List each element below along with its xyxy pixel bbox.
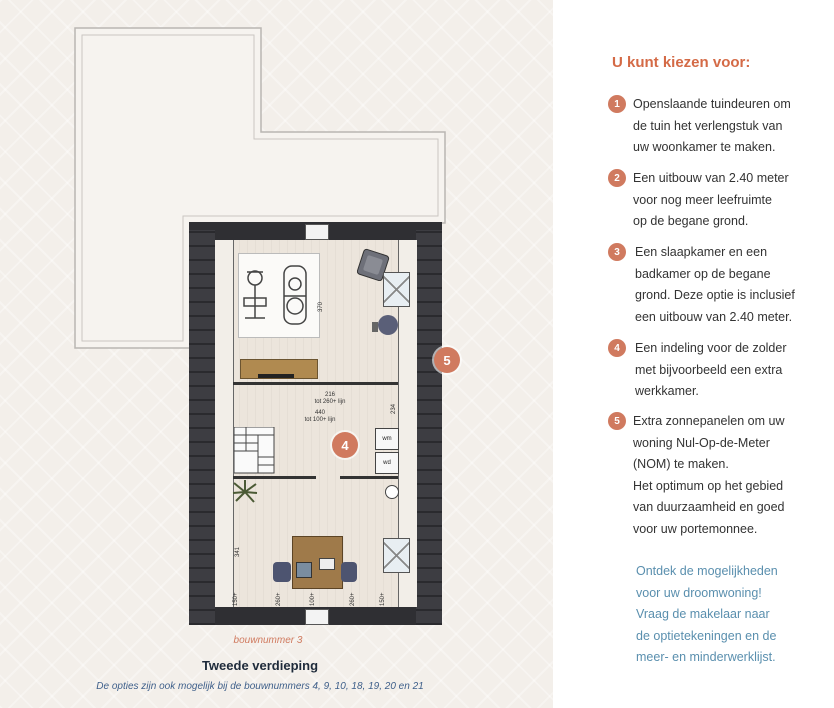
option-text: Een uitbouw van 2.40 meter voor nog meer leefruimte op de begane grond. — [633, 171, 789, 228]
fitness-equipment — [240, 258, 316, 334]
top-window — [305, 224, 329, 240]
solar-panels-right — [416, 230, 442, 625]
bottom-label-5: 150+ — [380, 592, 386, 606]
option-marker-4: 4 — [332, 432, 358, 458]
dim-370: 370 — [318, 301, 324, 312]
staircase — [234, 427, 276, 475]
skylight-bottom — [383, 538, 410, 573]
dim-341: 341 — [235, 546, 241, 557]
plant-icon — [232, 479, 258, 505]
bottom-label-3: 100+ — [310, 592, 316, 606]
option-text: Extra zonnepanelen om uw woning Nul-Op-de-Meter (NOM) te maken. Het optimum op het gebied van duurzaamheid en goed voor uw portemonnee. — [633, 414, 785, 536]
partition-wall-1 — [233, 382, 398, 385]
option-text: Openslaande tuindeuren om de tuin het verlengstuk van uw woonkamer te maken. — [633, 97, 791, 154]
skylight-top — [383, 272, 410, 307]
partition-wall-3 — [340, 476, 398, 479]
dim-216-sub: tot 260+ lijn — [314, 399, 346, 405]
floor-title: Tweede verdieping — [201, 658, 319, 673]
desk-laptop — [319, 558, 335, 570]
dryer: wd — [375, 452, 399, 474]
bouwnummers-note: De opties zijn ook mogelijk bij de bouwnummers 4, 9, 10, 18, 19, 20 en 21 — [96, 681, 424, 692]
bottom-label-1: 150+ — [233, 592, 239, 606]
desk-item — [296, 562, 312, 578]
option-number-badge: 5 — [608, 412, 626, 430]
boiler — [385, 485, 399, 499]
dim-440: 440 — [314, 410, 325, 416]
closing-text: Ontdek de mogelijkheden voor uw droomwoning! Vraag de makelaar naar de optietekeningen en de meer- en minderwerklijst. — [636, 564, 778, 664]
option-number-badge: 3 — [608, 243, 626, 261]
dim-440-sub: tot 100+ lijn — [304, 417, 336, 423]
plant-stool — [378, 315, 398, 335]
bottom-label-2: 260+ — [276, 592, 282, 606]
options-title: U kunt kiezen voor: — [612, 54, 751, 71]
desk-chair-right — [341, 562, 357, 582]
option-text: Een indeling voor de zolder met bijvoorbeeld een extra werkkamer. — [635, 341, 787, 398]
bouwnummer-label: bouwnummer 3 — [233, 635, 303, 646]
option-text: Een slaapkamer en een badkamer op de begane grond. Deze optie is inclusief een uitbouw van 2.40 meter. — [635, 245, 795, 324]
left-knee-wall-zone — [215, 240, 234, 607]
dim-216: 216 — [324, 392, 335, 398]
washing-machine: wm — [375, 428, 399, 450]
option-marker-5: 5 — [434, 347, 460, 373]
desk-chair-left — [273, 562, 291, 582]
dim-234: 234 — [391, 403, 397, 414]
solar-panels-left — [189, 230, 215, 625]
bottom-window — [305, 609, 329, 625]
tv — [258, 374, 294, 378]
option-number-badge: 4 — [608, 339, 626, 357]
option-number-badge: 1 — [608, 95, 626, 113]
bottom-label-4: 260+ — [350, 592, 356, 606]
option-number-badge: 2 — [608, 169, 626, 187]
